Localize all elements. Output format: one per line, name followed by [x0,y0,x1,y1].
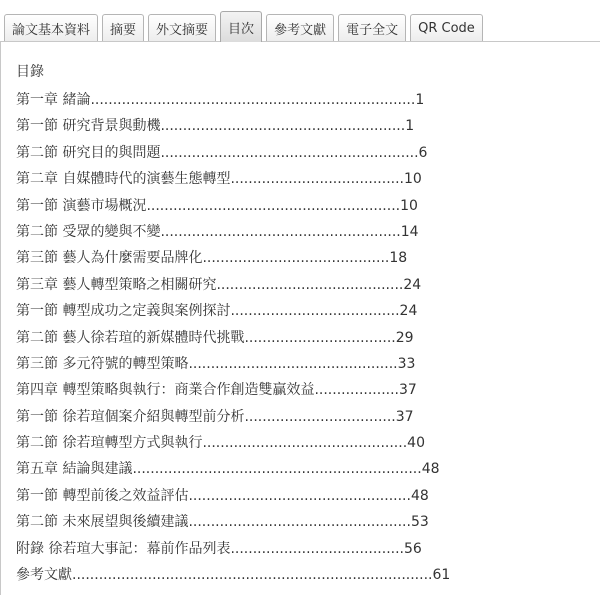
toc-line: 第二節 受眾的變與不變......................................................14 [16,223,419,240]
toc-line: 第一節 徐若瑄個案介紹與轉型前分析..................................37 [16,408,414,425]
toc-line: 第三節 藝人為什麼需要品牌化..........................................18 [16,250,408,267]
toc-panel [0,42,600,595]
tab-full-text[interactable]: 電子全文 [338,14,406,41]
tab-qr-code[interactable]: QR Code [410,14,483,41]
toc-line: 第三節 多元符號的轉型策略...............................................33 [16,355,416,372]
toc-line: 第二節 徐若瑄轉型方式與執行..............................................40 [16,435,425,452]
toc-line: 第二章 自媒體時代的演藝生態轉型.......................................10 [16,171,422,188]
toc-line: 第一章 緒論.........................................................................1 [16,92,425,108]
toc-line: 附錄 徐若瑄大事記：幕前作品列表.......................................56 [16,540,422,557]
toc-line: 第一節 轉型前後之效益評估..................................................48 [16,487,429,504]
tab-table-of-contents[interactable]: 目次 [220,11,262,42]
tab-bar [0,0,600,42]
toc-line: 第二節 研究目的與問題..........................................................6 [16,144,428,161]
tab-abstract[interactable]: 摘要 [102,14,144,41]
tab-references[interactable]: 參考文獻 [266,14,334,41]
toc-line: 第一節 演藝市場概況.........................................................10 [16,197,418,214]
toc-line: 第一節 研究背景與動機.......................................................1 [16,118,415,135]
toc-title: 目錄 [16,64,44,80]
toc-line: 第五章 結論與建議.................................................................48 [16,461,440,478]
tab-foreign-abstract[interactable]: 外文摘要 [148,14,216,41]
toc-line: 第三章 藝人轉型策略之相關研究..........................................24 [16,276,422,293]
toc-line: 第四章 轉型策略與執行：商業合作創造雙贏效益...................37 [16,382,417,399]
toc-line: 第一節 轉型成功之定義與案例探討......................................24 [16,303,418,320]
toc-list [16,87,591,588]
toc-line: 第二節 未來展望與後續建議..................................................53 [16,514,429,531]
toc-line: 第二節 藝人徐若瑄的新媒體時代挑戰..................................29 [16,329,414,346]
tab-basic-info[interactable]: 論文基本資料 [4,14,98,41]
toc-line: 參考文獻.................................................................................61 [16,567,451,584]
